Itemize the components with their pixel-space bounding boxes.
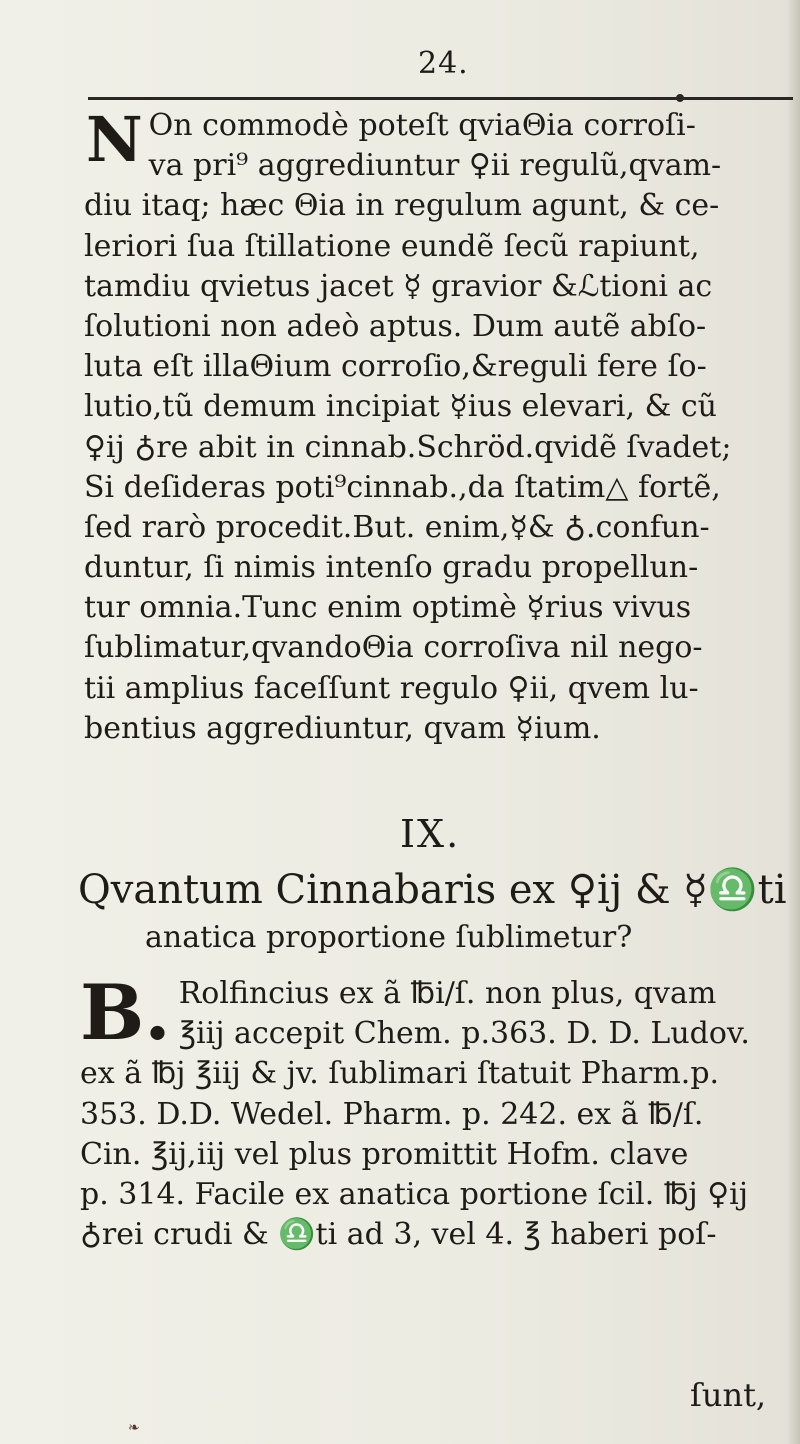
text-line: p. 314. Facile ex anatica portione ſcil. ℔j ♀ij	[80, 1176, 749, 1212]
text-line: ſolutioni non adeò aptus. Dum autẽ abſo-	[84, 308, 707, 344]
drop-cap: B.	[80, 968, 171, 1057]
text-line: ♀ij ♁re abit in cinnab.Schröd.qvidẽ ſvadet;	[84, 429, 732, 465]
text-line: On commodè poteſt qviaΘia corroſi-	[148, 108, 696, 143]
text-line: ex ã ℔j ℥iij & jv. ſublimari ſtatuit Pharm.p.	[80, 1056, 720, 1092]
text-line: leriori ſua ſtillatione eundẽ ſecũ rapiunt,	[84, 228, 700, 264]
text-line: ſed rarò procedit.But. enim,☿& ♁.confun-	[84, 509, 710, 545]
text-line: tur omnia.Tunc enim optimè ☿rius vivus	[84, 590, 692, 626]
text-line: lutio,tũ demum incipiat ☿ius elevari, & cũ	[84, 389, 717, 425]
text-line: Si deſideras poti⁹cinnab.,da ſtatim△ fortẽ,	[84, 469, 721, 505]
paragraph-1	[84, 103, 796, 749]
text-line: luta eſt illaΘium corroſio,&reguli fere ſo-	[84, 349, 707, 385]
drop-cap: N	[86, 103, 143, 176]
section-subheading: anatica proportione ſublimetur?	[145, 920, 633, 955]
text-line: bentius aggrediuntur, qvam ☿ium.	[84, 710, 601, 746]
paragraph-2	[80, 968, 792, 1255]
catchword: ſunt,	[690, 1376, 767, 1414]
header-rule	[88, 97, 793, 100]
page-number: 24.	[418, 46, 469, 81]
section-heading: Qvantum Cinnabaris ex ♀ij & ☿♎ti	[78, 867, 787, 913]
text-line: tii amplius faceſſunt regulo ♀ii, qvem lu-	[84, 670, 699, 706]
text-line: duntur, ſi nimis intenſo gradu propellun-	[84, 550, 699, 586]
text-line: ſublimatur,qvandoΘia corroſiva nil nego-	[84, 630, 703, 666]
printer-ornament-icon: ❧	[128, 1420, 140, 1436]
text-line: 353. D.D. Wedel. Pharm. p. 242. ex ã ℔/ſ.	[80, 1096, 704, 1132]
text-line: Rolfincius ex ã ℔i/ſ. non plus, qvam	[178, 976, 717, 1011]
text-line: ♁rei crudi & ♎ti ad 3, vel 4. ℥ haberi poſ-	[80, 1217, 717, 1253]
text-line: diu itaq; hæc Θia in regulum agunt, & ce-	[84, 188, 720, 224]
text-line: va pri⁹ aggrediuntur ♀ii regulũ,qvam-	[148, 148, 722, 184]
text-line: Cin. ℥ij,iij vel plus promittit Hofm. clave	[80, 1136, 689, 1172]
text-line: ℥iij accepit Chem. p.363. D. D. Ludov.	[178, 1016, 750, 1052]
text-line: tamdiu qvietus jacet ☿ gravior &ℒtioni ac	[84, 268, 713, 304]
section-number: IX.	[400, 812, 461, 856]
rule-ornament	[676, 94, 684, 102]
